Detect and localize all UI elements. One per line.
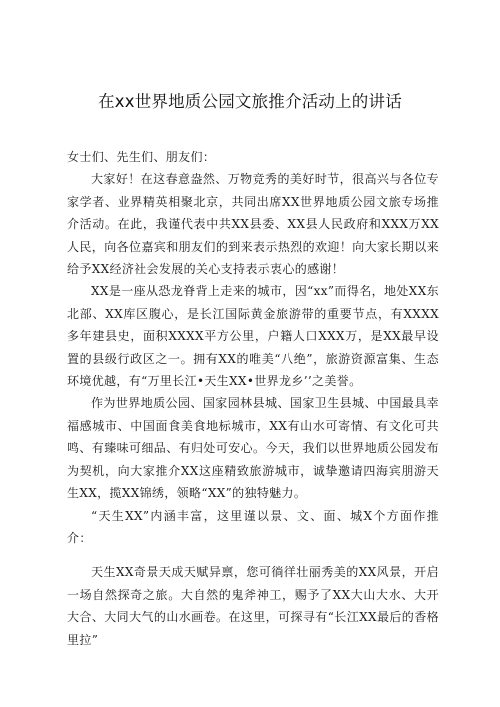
paragraph-invitation: 作为世界地质公园、国家园林县城、国家卫生县城、中国最具幸福感城市、中国面食美食地标城市，XX有山水可寄情、有文化可共鸣、有臻味可细品、有归处可安心。今天，我们以世界地质公园发布为契机，向大家推介XX这座精致旅游城市，诚挚邀请四海宾朋游天生XX，揽XX锦绣，领略“XX”的独特魅力。 — [67, 396, 439, 501]
paragraph-county-intro: XX是一座从恐龙脊背上走来的城市，因“xx”而得名，地处XX东北部、XX库区腹心，是长江国际黄金旅游带的重要节点，有XXXX多年建县史，面积XXXX平方公里，户籍人口XXX万，是XX最早设置的县级行政区之一。拥有XX的唯美“八绝”，旅游资源富集、生态环境优越，有“万里长江•天生XX•世界龙乡’’之美誉。 — [67, 284, 439, 389]
document-title: 在xx世界地质公园文旅推介活动上的讲话 — [98, 92, 402, 111]
greeting: 女士们、先生们、朋友们： — [67, 150, 216, 164]
paragraph-welcome: 大家好！在这春意盎然、万物竞秀的美好时节，很高兴与各位专家学者、业界精英相聚北京，共同出席XX世界地质公园文旅专场推介活动。在此，我谨代表中共XX县委、XX县人民政府和XXX万XX人民，向各位嘉宾和朋友们的到来表示热烈的欢迎！向大家长期以来给予XX经济社会发展的关心支持表示衷心的感谢！ — [67, 172, 439, 277]
document-body — [67, 146, 439, 651]
paragraph-scenery: 天生XX奇景天成天赋异禀，您可徜徉壮丽秀美的XX风景，开启一场自然探奇之旅。大自然的鬼斧神工，赐予了XX大山大水、大开大合、大同大气的山水画卷。在这里，可探寻有“长江XX最后的香格里拉” — [67, 565, 439, 647]
paragraph-overview: “天生XX”内涵丰富，这里谨以景、文、面、城X个方面作推介： — [67, 508, 439, 545]
